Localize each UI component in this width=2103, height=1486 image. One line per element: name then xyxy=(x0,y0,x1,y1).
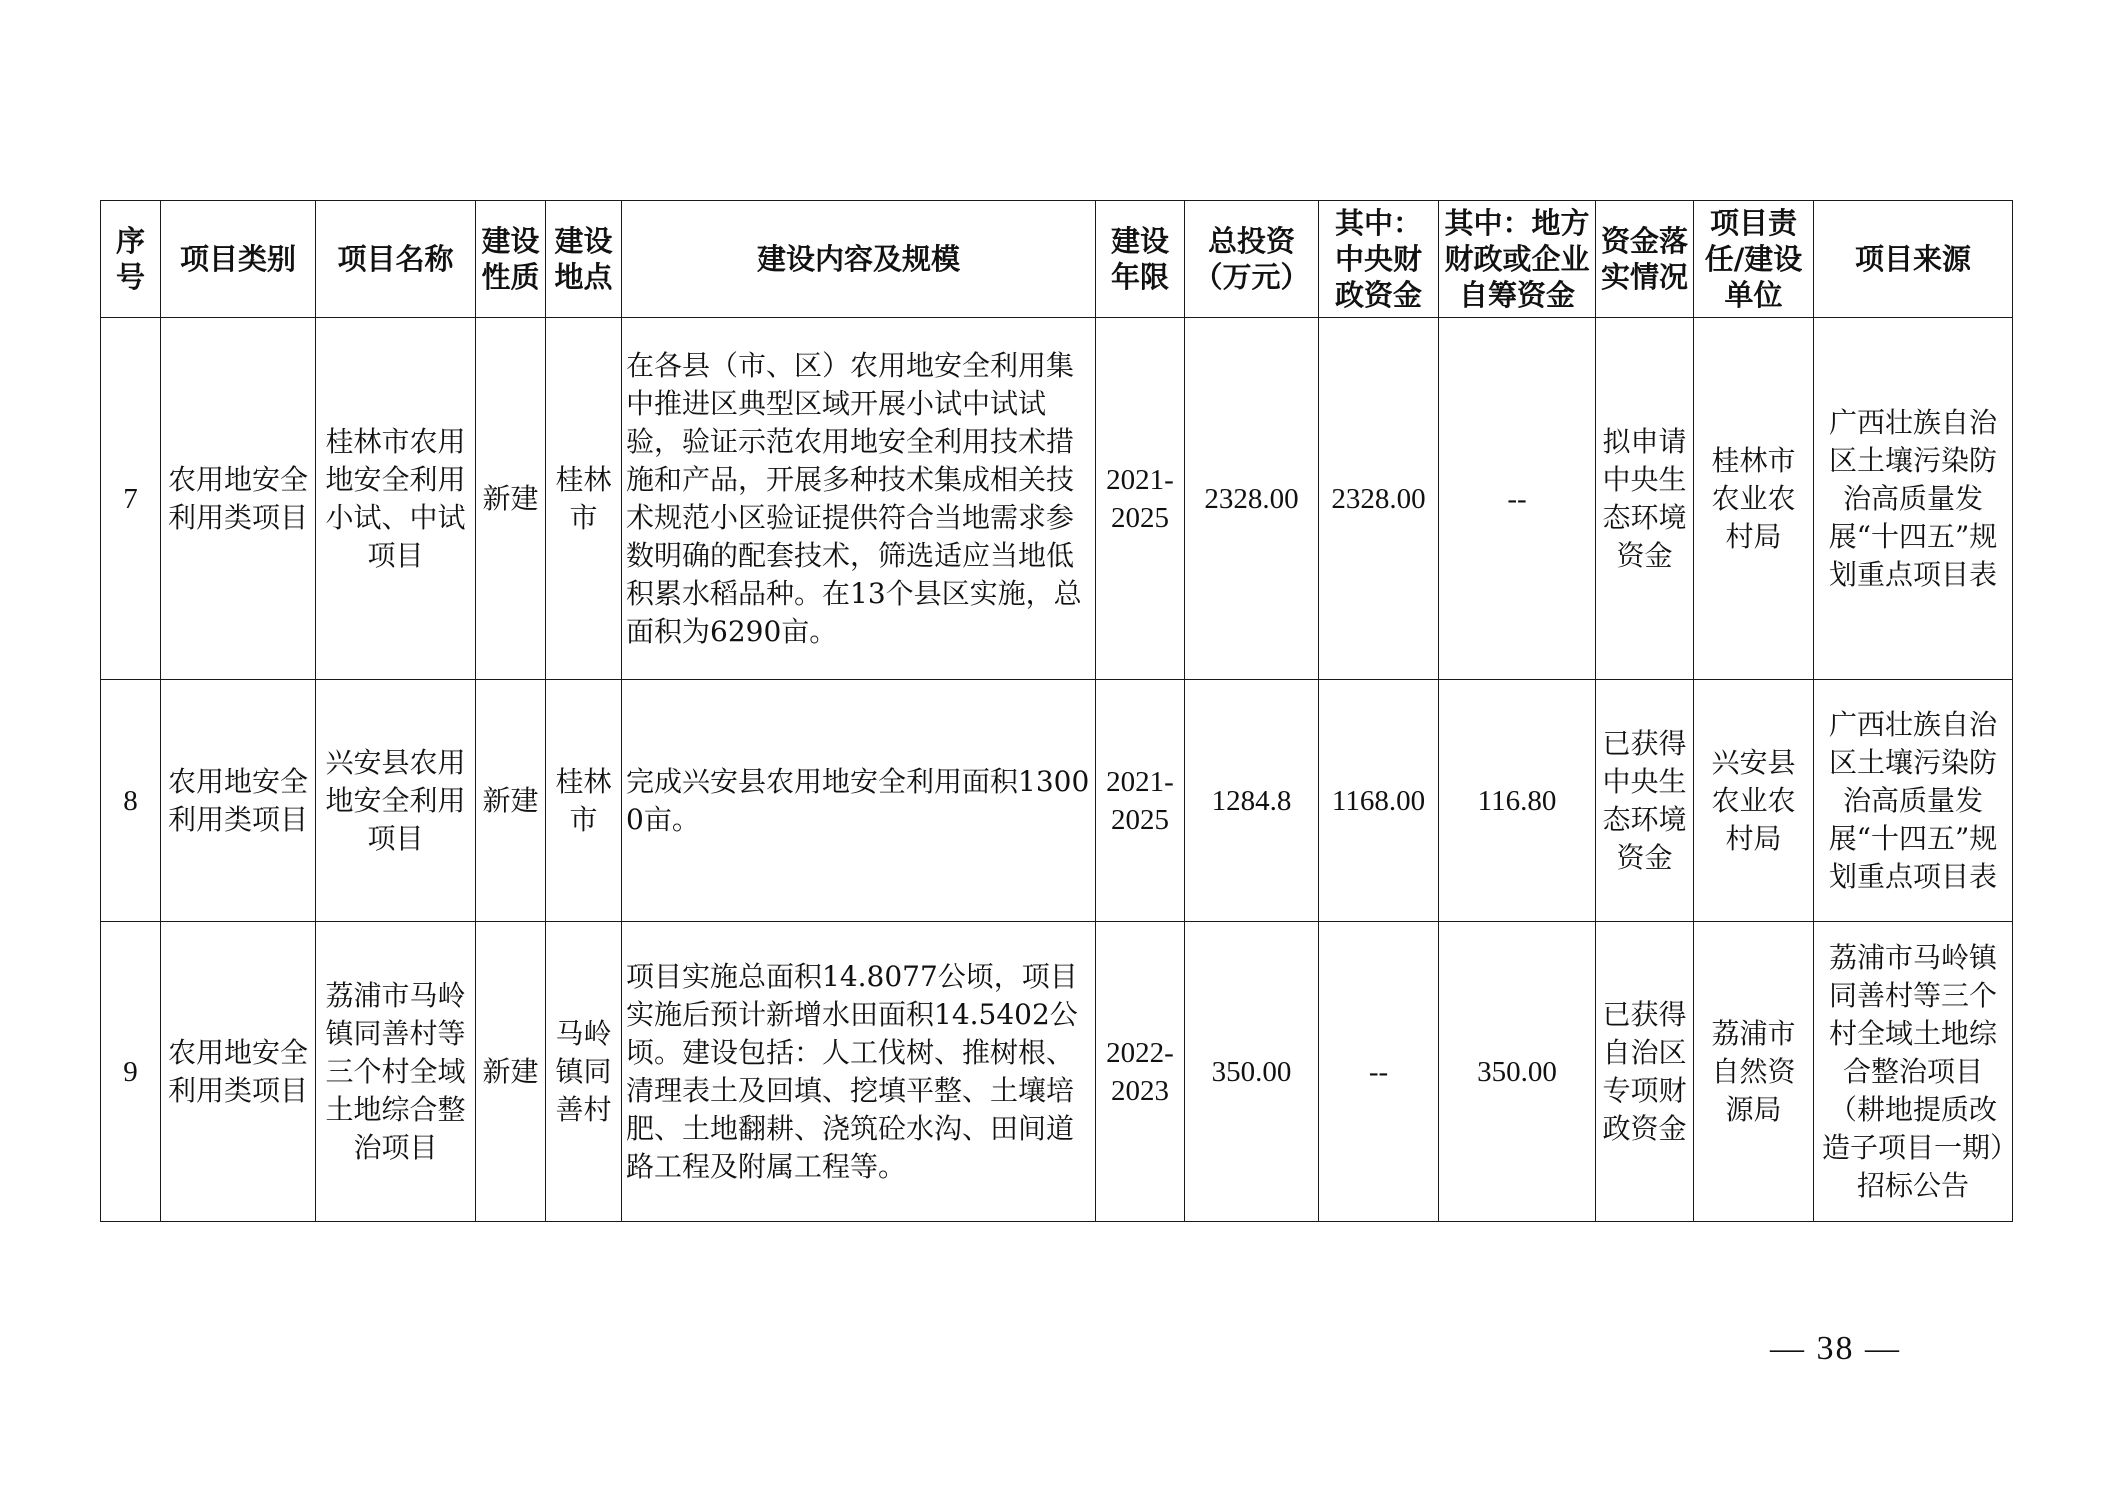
cell-name: 兴安县农用地安全利用项目 xyxy=(316,680,476,922)
cell-central: 1168.00 xyxy=(1319,680,1439,922)
project-table xyxy=(100,200,2013,1222)
page-number: — 38 — xyxy=(1770,1330,1901,1367)
header-central: 其中：中央财政资金 xyxy=(1319,201,1439,318)
cell-name: 桂林市农用地安全利用小试、中试项目 xyxy=(316,318,476,680)
cell-nature: 新建 xyxy=(476,922,546,1222)
cell-content: 在各县（市、区）农用地安全利用集中推进区典型区域开展小试中试试验，验证示范农用地安全利用技术措施和产品，开展多种技术集成相关技术规范小区验证提供符合当地需求参数明确的配套技术，筛选适应当地低积累水稻品种。在13个县区实施，总面积为6290亩。 xyxy=(622,318,1096,680)
cell-nature: 新建 xyxy=(476,318,546,680)
cell-total: 350.00 xyxy=(1185,922,1319,1222)
cell-source: 荔浦市马岭镇同善村等三个村全域土地综合整治项目（耕地提质改造子项目一期）招标公告 xyxy=(1814,922,2013,1222)
cell-local: -- xyxy=(1439,318,1596,680)
cell-local: 350.00 xyxy=(1439,922,1596,1222)
cell-funding: 已获得自治区专项财政资金 xyxy=(1596,922,1694,1222)
table-row xyxy=(101,680,2013,922)
cell-category: 农用地安全利用类项目 xyxy=(161,318,316,680)
header-category: 项目类别 xyxy=(161,201,316,318)
cell-funding: 拟申请中央生态环境资金 xyxy=(1596,318,1694,680)
header-unit: 项目责任/建设单位 xyxy=(1694,201,1814,318)
cell-period: 2021-2025 xyxy=(1096,680,1185,922)
header-content: 建设内容及规模 xyxy=(622,201,1096,318)
cell-unit: 兴安县农业农村局 xyxy=(1694,680,1814,922)
cell-no: 7 xyxy=(101,318,161,680)
cell-no: 9 xyxy=(101,922,161,1222)
cell-local: 116.80 xyxy=(1439,680,1596,922)
header-total: 总投资（万元） xyxy=(1185,201,1319,318)
cell-nature: 新建 xyxy=(476,680,546,922)
header-no: 序号 xyxy=(101,201,161,318)
cell-source: 广西壮族自治区土壤污染防治高质量发展“十四五”规划重点项目表 xyxy=(1814,318,2013,680)
cell-central: -- xyxy=(1319,922,1439,1222)
cell-source: 广西壮族自治区土壤污染防治高质量发展“十四五”规划重点项目表 xyxy=(1814,680,2013,922)
header-funding: 资金落实情况 xyxy=(1596,201,1694,318)
cell-location: 桂林市 xyxy=(546,680,622,922)
header-period: 建设年限 xyxy=(1096,201,1185,318)
table-row xyxy=(101,922,2013,1222)
cell-no: 8 xyxy=(101,680,161,922)
cell-content: 项目实施总面积14.8077公顷，项目实施后预计新增水田面积14.5402公顷。建设包括：人工伐树、推树根、清理表土及回填、挖填平整、土壤培肥、土地翻耕、浇筑砼水沟、田间道路工程及附属工程等。 xyxy=(622,922,1096,1222)
cell-location: 桂林市 xyxy=(546,318,622,680)
table-header-row xyxy=(101,201,2013,318)
cell-category: 农用地安全利用类项目 xyxy=(161,680,316,922)
header-nature: 建设性质 xyxy=(476,201,546,318)
cell-central: 2328.00 xyxy=(1319,318,1439,680)
cell-category: 农用地安全利用类项目 xyxy=(161,922,316,1222)
cell-content: 完成兴安县农用地安全利用面积13000亩。 xyxy=(622,680,1096,922)
header-local: 其中：地方财政或企业自筹资金 xyxy=(1439,201,1596,318)
cell-total: 2328.00 xyxy=(1185,318,1319,680)
cell-unit: 桂林市农业农村局 xyxy=(1694,318,1814,680)
table-row xyxy=(101,318,2013,680)
project-table-container xyxy=(100,200,2013,1222)
cell-name: 荔浦市马岭镇同善村等三个村全域土地综合整治项目 xyxy=(316,922,476,1222)
header-location: 建设地点 xyxy=(546,201,622,318)
header-name: 项目名称 xyxy=(316,201,476,318)
cell-funding: 已获得中央生态环境资金 xyxy=(1596,680,1694,922)
cell-location: 马岭镇同善村 xyxy=(546,922,622,1222)
cell-unit: 荔浦市自然资源局 xyxy=(1694,922,1814,1222)
cell-period: 2022-2023 xyxy=(1096,922,1185,1222)
cell-period: 2021-2025 xyxy=(1096,318,1185,680)
cell-total: 1284.8 xyxy=(1185,680,1319,922)
header-source: 项目来源 xyxy=(1814,201,2013,318)
